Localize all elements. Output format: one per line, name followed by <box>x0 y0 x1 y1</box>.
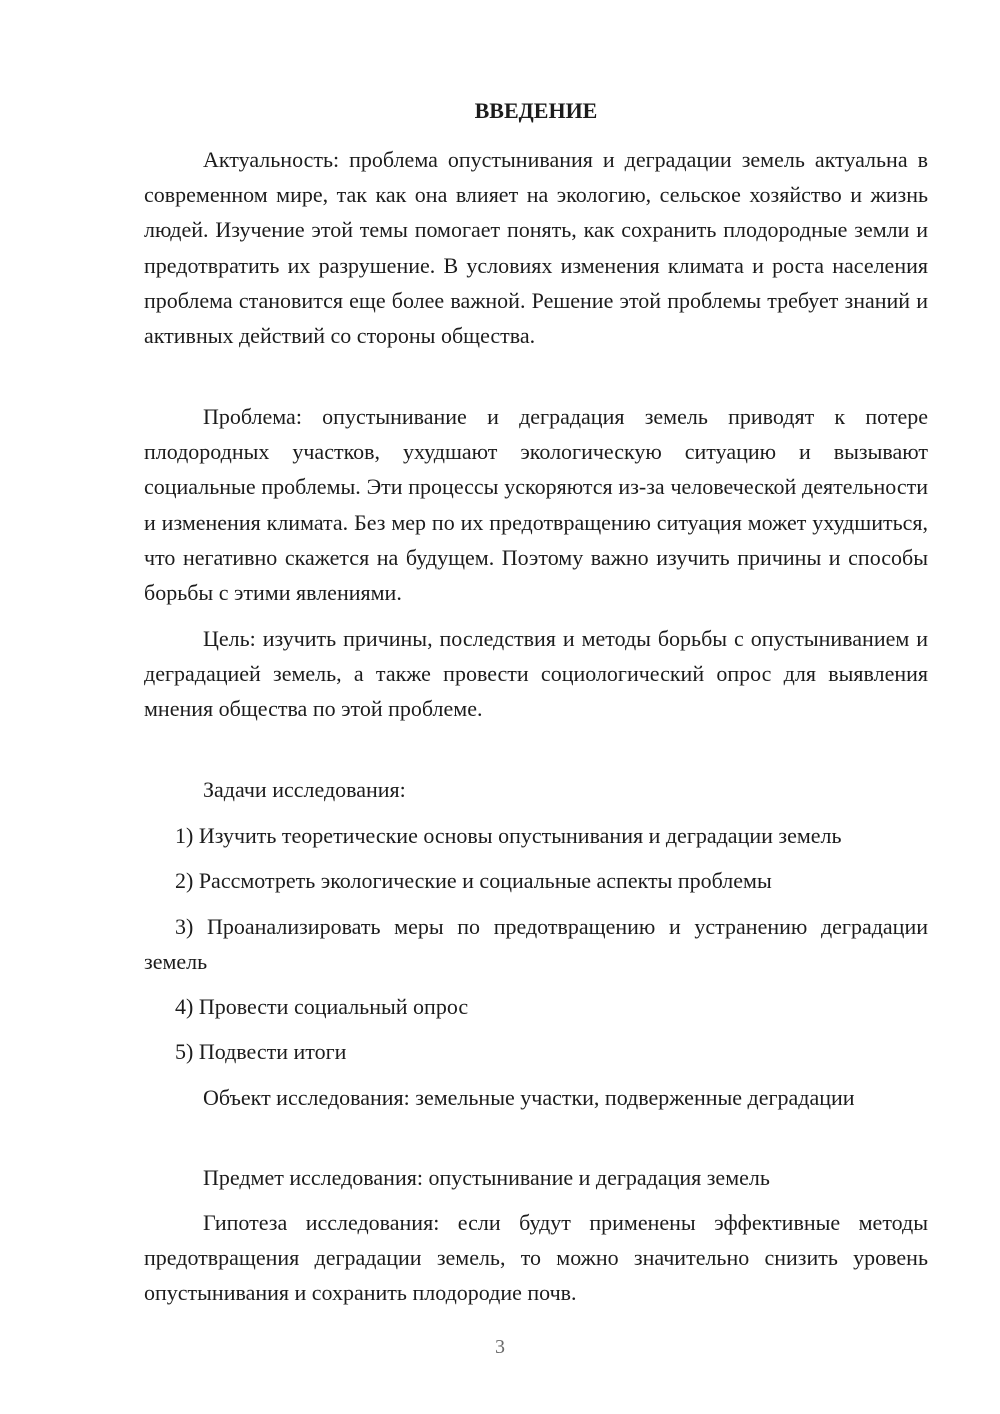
task-item-3: 3) Проанализировать меры по предотвращению и устранению деградации земель <box>144 914 928 975</box>
paragraph-relevance: Актуальность: проблема опустынивания и деградации земель актуальна в современном мире, так как она влияет на экологию, сельское хозяйство и жизнь людей. Изучение этой темы помогает понять, как сохранить плодородные земли и предотвратить их разрушение. В условиях изменения климата и роста населения проблема становится еще более важной. Решение этой проблемы требует знаний и активных действий со стороны общества. <box>144 147 928 349</box>
task-item-4: 4) Провести социальный опрос <box>175 994 469 1019</box>
paragraph-tasks-heading: Задачи исследования: <box>203 777 406 802</box>
task-item-5: 5) Подвести итоги <box>175 1039 347 1064</box>
paragraph-hypothesis: Гипотеза исследования: если будут применены эффективные методы предотвращения деградации земель, то можно значительно снизить уровень опустынивания и сохранить плодородие почв. <box>144 1210 928 1306</box>
section-title: ВВЕДЕНИЕ <box>474 98 598 123</box>
task-item-2: 2) Рассмотреть экологические и социальные аспекты проблемы <box>175 868 772 893</box>
page-number: 3 <box>495 1336 505 1358</box>
paragraph-object: Объект исследования: земельные участки, подверженные деградации <box>203 1085 855 1110</box>
task-item-1: 1) Изучить теоретические основы опустынивания и деградации земель <box>175 823 842 848</box>
paragraph-problem: Проблема: опустынивание и деградация земель приводят к потере плодородных участков, ухудшают экологическую ситуацию и вызывают социальные проблемы. Эти процессы ускоряются из-за человеческой деятельности и изменения климата. Без мер по их предотвращению ситуация может ухудшиться, что негативно скажется на будущем. Поэтому важно изучить причины и способы борьбы с этими явлениями. <box>144 404 928 606</box>
paragraph-goal: Цель: изучить причины, последствия и методы борьбы с опустыниванием и деградацией земель, а также провести социологический опрос для выявления мнения общества по этой проблеме. <box>144 626 928 722</box>
paragraph-subject: Предмет исследования: опустынивание и деградация земель <box>203 1165 770 1190</box>
